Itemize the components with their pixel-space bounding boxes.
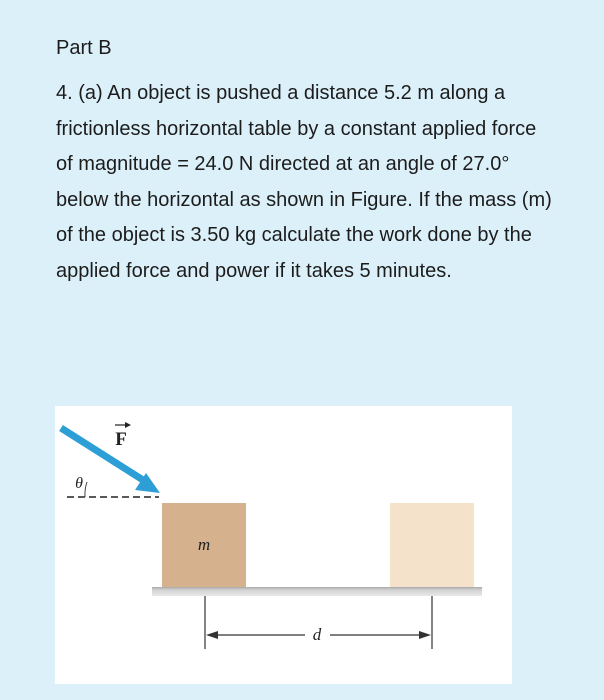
distance-left-arrowhead (206, 631, 218, 639)
physics-figure (55, 406, 512, 684)
part-title: Part B (56, 37, 112, 59)
figure-svg (55, 406, 512, 684)
question-text: 4. (a) An object is pushed a distance 5.2 m along a frictionless horizontal table by a constant applied force of magnitude = 24.0 N directed at an angle of 27.0° below the horizontal as shown in Figure. If the mass (m) of the object is 3.50 kg calculate the work done by the applied force and power if it takes 5 minutes. (56, 82, 552, 282)
table-surface (152, 587, 482, 596)
mass-label: m (197, 535, 211, 554)
angle-label: θ (75, 475, 83, 492)
vector-arrow-tip (125, 422, 131, 428)
force-label: F (115, 429, 127, 450)
angle-arc (85, 482, 87, 497)
distance-right-arrowhead (419, 631, 431, 639)
block-final-position (390, 503, 474, 587)
distance-label: d (312, 625, 322, 644)
force-arrow-shaft (61, 428, 143, 480)
